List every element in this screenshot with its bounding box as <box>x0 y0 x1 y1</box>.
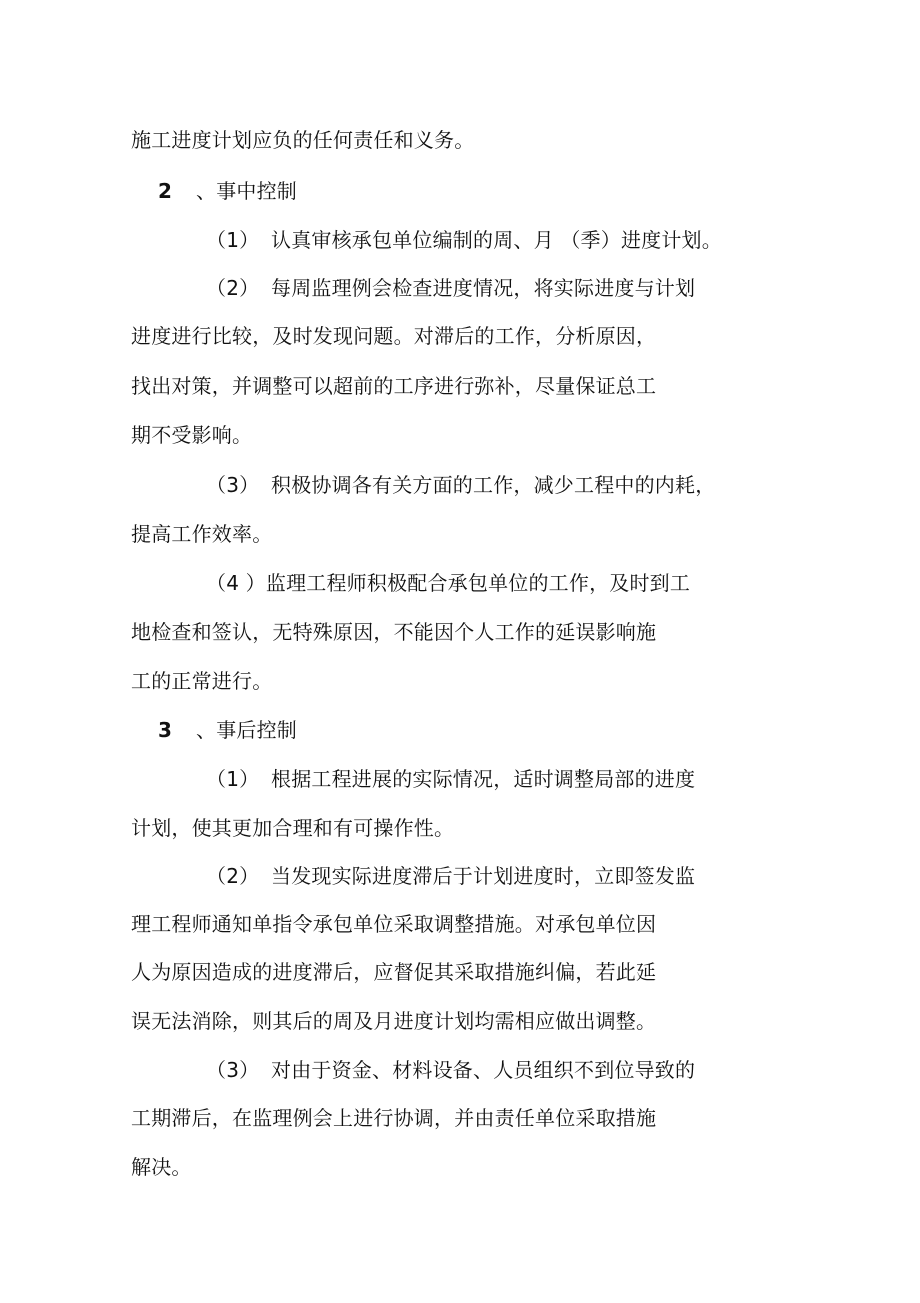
item-text-3-continued: 提高工作效率。 <box>131 522 273 546</box>
section-number-2: 2 <box>158 179 173 203</box>
item-text-2-continued: 找出对策，并调整可以超前的工序进行弥补，尽量保证总工 <box>131 374 657 398</box>
item-number-2: （2） <box>206 276 260 300</box>
item-number-3: （3） <box>206 473 260 497</box>
item-text-4-continued: 工的正常进行。 <box>131 669 273 693</box>
item-text-2: 当发现实际进度滞后于计划进度时，立即签发监 <box>271 864 696 888</box>
item-text-2-continued: 期不受影响。 <box>131 423 253 447</box>
item-text-2: 每周监理例会检查进度情况，将实际进度与计划 <box>271 276 696 300</box>
item-text-1: 根据工程进展的实际情况，适时调整局部的进度 <box>271 767 696 791</box>
item-text-3: 积极协调各有关方面的工作，减少工程中的内耗， <box>271 473 716 497</box>
item-number-1: （1） <box>206 228 260 252</box>
item-text-1: 认真审核承包单位编制的周、月 （季）进度计划。 <box>271 228 722 252</box>
item-text-3-continued: 工期滞后，在监理例会上进行协调，并由责任单位采取措施 <box>131 1106 657 1130</box>
section-number-3: 3 <box>158 718 173 742</box>
item-text-2-continued: 误无法消除，则其后的周及月进度计划均需相应做出调整。 <box>131 1009 657 1033</box>
item-text-2-continued: 理工程师通知单指令承包单位采取调整措施。对承包单位因 <box>131 912 657 936</box>
paragraph-line-continuation: 施工进度计划应负的任何责任和义务。 <box>131 128 475 152</box>
item-text-4: （4 ）监理工程师积极配合承包单位的工作，及时到工 <box>206 571 691 595</box>
item-number-2: （2） <box>206 864 260 888</box>
section-heading-in-process-control: 、事中控制 <box>196 179 297 203</box>
item-text-4-continued: 地检查和签认，无特殊原因，不能因个人工作的延误影响施 <box>131 620 657 644</box>
item-text-3-continued: 解决。 <box>131 1155 192 1179</box>
section-heading-post-control: 、事后控制 <box>196 718 297 742</box>
item-text-3: 对由于资金、材料设备、人员组织不到位导致的 <box>271 1058 696 1082</box>
item-number-1: （1） <box>206 767 260 791</box>
item-text-2-continued: 进度进行比较，及时发现问题。对滞后的工作，分析原因， <box>131 324 657 348</box>
item-text-2-continued: 人为原因造成的进度滞后，应督促其采取措施纠偏，若此延 <box>131 960 657 984</box>
item-number-3: （3） <box>206 1058 260 1082</box>
item-text-1-continued: 计划，使其更加合理和有可操作性。 <box>131 816 455 840</box>
